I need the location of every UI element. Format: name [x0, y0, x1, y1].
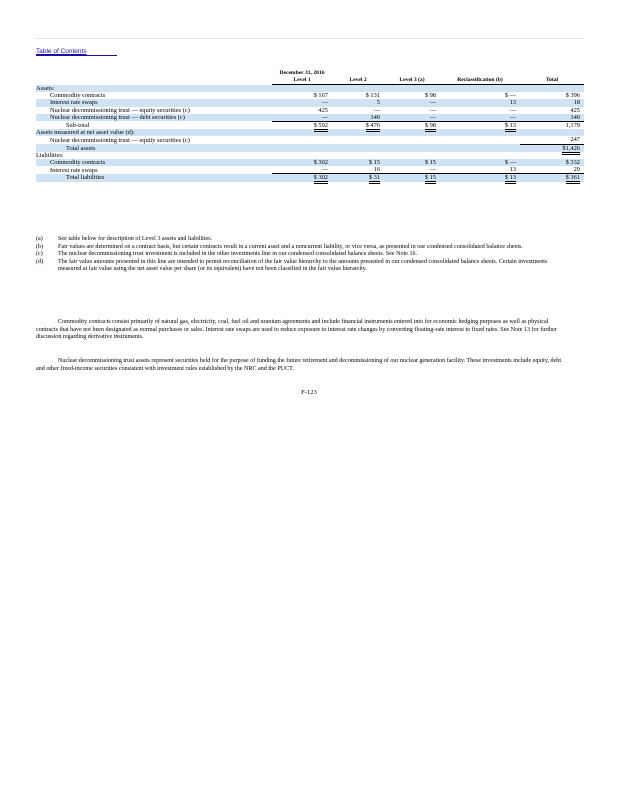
- cell-level3: $ 15: [384, 159, 440, 166]
- fair-value-table: [36, 70, 584, 182]
- table-row: [36, 92, 584, 99]
- table-of-contents-link[interactable]: Table of Contents: [36, 48, 117, 56]
- section-label-row: [36, 129, 584, 136]
- cell-level1: [272, 174, 332, 182]
- cell-total: 29: [520, 166, 584, 174]
- table-column-header-row: [36, 77, 584, 85]
- cell-reclassification: [440, 121, 520, 129]
- col-header-reclassification: Reclassification (b): [440, 77, 520, 85]
- cell-level3: —: [384, 166, 440, 174]
- cell-level1: $ 302: [272, 159, 332, 166]
- cell-level3: $ 98: [424, 92, 436, 100]
- row-label: Total liabilities: [36, 174, 272, 182]
- cell-value: $ 15: [425, 174, 436, 184]
- cell-total: [520, 174, 584, 182]
- cell-reclassification: [440, 174, 520, 182]
- cell-reclassification: —: [440, 114, 520, 122]
- footnote-mark: (b): [36, 243, 44, 250]
- subtotal-row: [36, 121, 584, 129]
- footnote-text: Fair values are determined on a contract basis, but certain contracts result in a current asset and a noncurrent liability, or vice versa, as presented in our condensed consolidated balance sheets.: [58, 243, 523, 250]
- cell-level2: —: [373, 106, 380, 114]
- cell-total: 1,179: [565, 121, 580, 129]
- footnote: [36, 259, 566, 274]
- cell-total: $ 332: [520, 159, 584, 166]
- col-header-level1: Level 1: [272, 77, 332, 85]
- cell-level3: —: [429, 106, 436, 114]
- cell-level2: $ 15: [332, 159, 384, 166]
- section-label-row: [36, 85, 584, 92]
- footnotes: [36, 236, 566, 274]
- nav-label: Assets measured at net asset value (d):: [36, 129, 272, 136]
- cell-value: $ 98: [425, 122, 436, 132]
- footnote: [36, 236, 566, 244]
- cell-level2: [332, 121, 384, 129]
- assets-label: Assets:: [36, 85, 272, 92]
- cell-reclassification: 13: [440, 166, 520, 174]
- row-label: Sub-total: [66, 121, 90, 129]
- cell-level1: 425: [318, 106, 328, 114]
- cell-reclassification: $ —: [440, 159, 520, 166]
- cell-level3: —: [384, 114, 440, 122]
- row-label: Interest rate swaps: [50, 166, 98, 174]
- footnote-text: The nuclear decommissioning trust investment is included in the other investments line in our condensed consolidated balance sheets. See Note 16.: [58, 251, 418, 258]
- cell-level1: $ 167: [313, 92, 328, 100]
- page-number: F-123: [301, 389, 317, 396]
- cell-reclassification: $ —: [504, 92, 516, 100]
- table-row: [36, 136, 584, 144]
- commodity-contracts-paragraph: Commodity contracts consist primarily of natural gas, electricity, coal, fuel oil and uranium agreements and include financial instruments entered into for economic hedging purposes as well as physical contracts that have not been designated as normal purchases or sales. Interest rate swaps are used to reduce exposure to interest rate changes by converting floating-rate interest to fixed rates. See Note 13 for further discussion regarding derivative instruments.: [36, 319, 557, 341]
- cell-level1: [272, 121, 332, 129]
- footnote: [36, 251, 566, 259]
- total-liabilities-row: [36, 174, 584, 182]
- footnote-text: See table below for description of Level 3 assets and liabilities.: [58, 236, 213, 242]
- total-assets-row: [36, 144, 584, 152]
- col-header-level3: Level 3 (a): [384, 77, 440, 85]
- table-row: [36, 114, 584, 122]
- cell-total: 340: [520, 114, 584, 122]
- row-label: Total assets: [36, 144, 272, 152]
- row-label: Commodity contracts: [36, 159, 272, 166]
- footnote-mark: (a): [36, 236, 43, 242]
- cell-value: $ 31: [369, 174, 380, 184]
- col-header-level2: Level 2: [332, 77, 384, 85]
- cell-level2: 16: [332, 166, 384, 174]
- row-label: Nuclear decommissioning trust — equity securities (c): [50, 136, 190, 144]
- table-row: [36, 159, 584, 166]
- cell-total: $ 396: [565, 92, 580, 100]
- cell-value: $ 13: [505, 122, 516, 132]
- cell-value: $ 476: [366, 122, 380, 132]
- cell-value: $1,426: [562, 145, 580, 155]
- col-header-total: Total: [520, 77, 584, 85]
- cell-level2: [332, 174, 384, 182]
- cell-value: $ 592: [314, 122, 328, 132]
- row-label: Commodity contracts: [50, 92, 106, 100]
- cell-reclassification: 13: [440, 99, 520, 106]
- footnote: [36, 244, 566, 252]
- cell-level2: 5: [332, 99, 384, 106]
- cell-total: 247: [520, 136, 584, 144]
- cell-value: $ 302: [314, 174, 328, 184]
- date-header: December 31, 2016: [279, 70, 325, 76]
- cell-level3: —: [384, 99, 440, 106]
- cell-total: 18: [520, 99, 584, 106]
- table-row: [36, 107, 584, 114]
- cell-level1: —: [272, 166, 332, 174]
- top-divider: [36, 38, 584, 39]
- cell-reclassification: —: [509, 106, 516, 114]
- row-label: Nuclear decommissioning trust — equity securities (c): [50, 106, 190, 114]
- cell-level2: $ 131: [365, 92, 380, 100]
- cell-level2: 340: [332, 114, 384, 122]
- footnote-mark: (c): [36, 251, 43, 258]
- cell-total: [520, 144, 584, 152]
- table-row: [36, 99, 584, 106]
- row-label: Nuclear decommissioning trust — debt securities (c): [36, 114, 272, 122]
- nuclear-trust-paragraph: Nuclear decommissioning trust assets represent securities held for the purpose of funding the future retirement and decommissioning of our nuclear generation facility. These investments include equity, debt and other fixed-income securities consistent with investment rules established by the NRC and the PUCT.: [36, 358, 562, 372]
- cell-level1: —: [272, 114, 332, 122]
- cell-level3: [384, 174, 440, 182]
- row-label: Interest rate swaps: [36, 99, 272, 106]
- footnote-mark: (d): [36, 258, 44, 265]
- cell-total: 425: [570, 106, 580, 114]
- cell-value: $ 13: [505, 174, 516, 184]
- liabilities-label: Liabilities:: [36, 151, 64, 159]
- table-row: [36, 166, 584, 174]
- cell-level3: [384, 121, 440, 129]
- cell-level1: —: [272, 99, 332, 106]
- footnote-text: The fair value amounts presented in this line are intended to permit reconciliation of the fair value hierarchy to the amounts presented in our condensed consolidated balance sheets. Certain investments measured at fair value using the net asset value per share (or its equivalent) have not been classified in the fair value hierarchy.: [58, 258, 548, 273]
- cell-value: $ 361: [566, 174, 580, 184]
- section-label-row: [36, 152, 584, 159]
